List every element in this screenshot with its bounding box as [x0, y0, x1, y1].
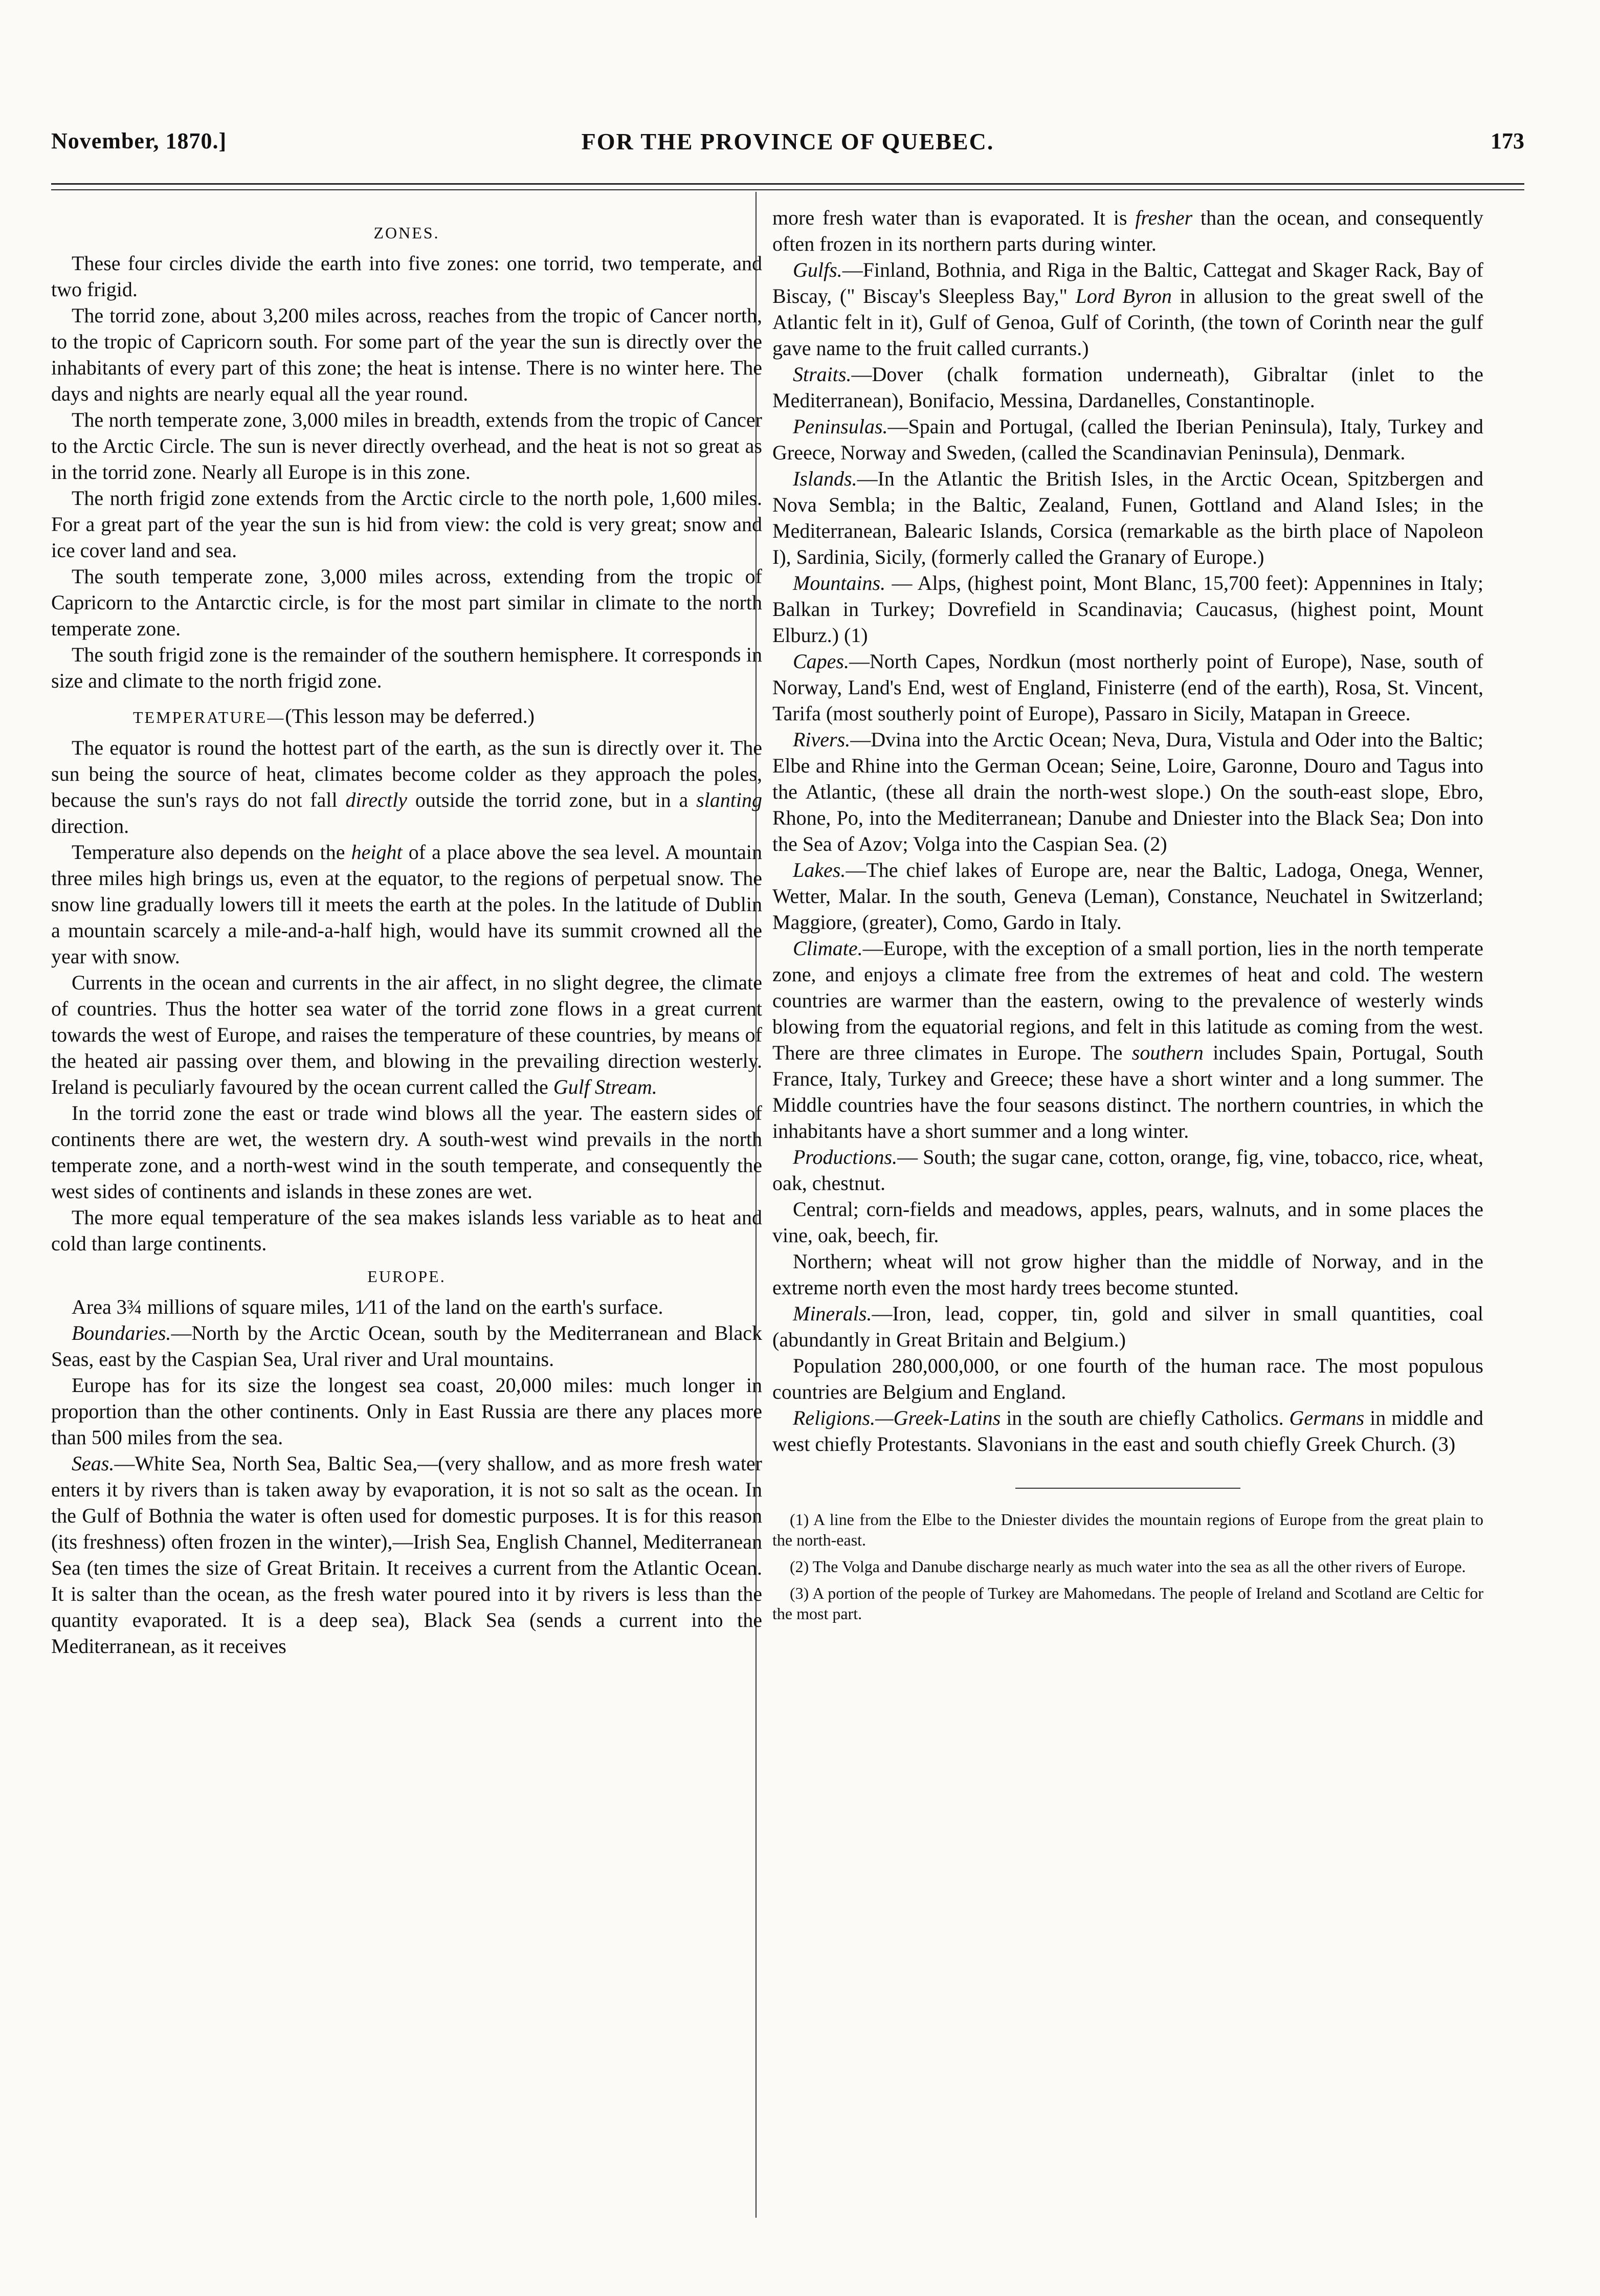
- text-run: than the ocean, and consequently often frozen in its northern parts during winter.: [772, 206, 1483, 255]
- continued-paragraph: [772, 205, 1483, 257]
- section-label: Productions.: [793, 1145, 898, 1168]
- section-label: Minerals.: [793, 1302, 872, 1325]
- temperature-heading-label: TEMPERATURE—: [133, 708, 285, 726]
- section-label: Straits.: [793, 363, 852, 386]
- page-number: 173: [1491, 128, 1524, 153]
- zones-paragraph: The torrid zone, about 3,200 miles across, reaches from the tropic of Cancer north, to the tropic of Capricorn south. For some part of the year the sun is directly over the inhabitants of every part of this zone; the heat is intense. There is no winter here. The days and nights are nearly equal all the year round.: [51, 304, 762, 405]
- europe-area: Area 3¾ millions of square miles, 1⁄11 of the land on the earth's surface.: [72, 1295, 663, 1318]
- text-run: —North by the Arctic Ocean, south by the Mediterranean and Black Seas, east by the Caspian Sea, Ural river and Ural mountains.: [51, 1321, 762, 1371]
- text-run: direction.: [51, 814, 129, 837]
- italic-run: directly: [345, 788, 408, 811]
- text-run: in allusion to the great swell of the Atlantic felt in it), Gulf of Genoa, Gulf of Corinth, (the town of Corinth near the gulf gave name to the fruit called currants.): [772, 284, 1483, 360]
- zones-paragraph: The south frigid zone is the remainder of the southern hemisphere. It corresponds in size and climate to the north frigid zone.: [51, 643, 762, 692]
- footnote: (3) A portion of the people of Turkey are Mahomedans. The people of Ireland and Scotland are Celtic for the most part.: [772, 1584, 1483, 1623]
- temperature-paragraph: [51, 969, 762, 1100]
- temperature-paragraph: In the torrid zone the east or trade wind blows all the year. The eastern sides of continents there are wet, the western dry. A south-west wind prevails in the north temperate zone, and a north-west wind in the south temperate, and consequently the west sides of continents and islands in these zones are wet.: [51, 1101, 762, 1203]
- temperature-paragraph: The more equal temperature of the sea makes islands less variable as to heat and cold than large continents.: [51, 1206, 762, 1255]
- mountains-paragraph: [772, 570, 1483, 648]
- temperature-heading: [51, 703, 762, 731]
- running-header: [51, 128, 1524, 169]
- minerals-paragraph: [772, 1300, 1483, 1353]
- lakes-paragraph: [772, 857, 1483, 935]
- italic-run: slanting: [696, 788, 762, 811]
- italic-run: height: [351, 841, 403, 864]
- northern-paragraph: Northern; wheat will not grow higher than the middle of Norway, and in the extreme north even the most hardy trees become stunted.: [772, 1250, 1483, 1299]
- zones-paragraph: The north temperate zone, 3,000 miles in breadth, extends from the tropic of Cancer to the Arctic Circle. The sun is never directly overhead, and the heat is not so great as in the torrid zone. Nearly all Europe is in this zone.: [51, 408, 762, 483]
- header-rule-bottom: [51, 189, 1524, 190]
- italic-run: southern: [1131, 1041, 1204, 1064]
- temperature-paragraph: [51, 735, 762, 839]
- text-run: of a place above the sea level. A mountain three miles high brings us, even at the equator, to the regions of perpetual snow. The snow line gradually lowers till it meets the earth at the poles. In the latitude of Dublin a mountain scarcely a mile-and-a-half high, would have its summit crowned all the year with snow.: [51, 841, 763, 968]
- header-title: FOR THE PROVINCE OF QUEBEC.: [581, 128, 994, 154]
- section-label: Islands.: [793, 467, 857, 490]
- section-label: Religions.—Greek-Latins: [793, 1406, 1001, 1429]
- text-run: The equator is round the hottest part of the earth, as the sun is directly over it. The sun being the source of heat, climates become colder as they approach the poles, because the sun's rays do not fall: [51, 736, 762, 811]
- capes-paragraph: [772, 648, 1483, 726]
- header-rule-top: [51, 183, 1524, 185]
- text-run: Currents in the ocean and currents in the air affect, in no slight degree, the climate of countries. Thus the hotter sea water of the torrid zone flows in a great current towards the west of Europe, and raises the temperature of these countries, by means of the heated air passing over them, and blowing in the prevailing direction westerly. Ireland is peculiarly favoured by the ocean current called the: [51, 971, 762, 1098]
- productions-paragraph: [772, 1144, 1483, 1196]
- section-label: Climate.: [793, 937, 863, 960]
- islands-paragraph: [772, 466, 1483, 570]
- header-date: November, 1870.]: [51, 128, 227, 153]
- text-run: — Alps, (highest point, Mont Blanc, 15,700 feet): Appennines in Italy; Balkan in Turkey; Dovrefield in Scandinavia; Caucasus, (highest point, Mount Elburz.) (1): [772, 571, 1483, 647]
- text-run: —The chief lakes of Europe are, near the Baltic, Ladoga, Onega, Wenner, Wetter, Malar. In the south, Geneva (Leman), Constance, Neuchatel in Switzerland; Maggiore, (greater), Como, Gardo in Italy.: [772, 858, 1483, 934]
- zones-paragraph: The north frigid zone extends from the Arctic circle to the north pole, 1,600 miles. For a great part of the year the sun is hid from view: the cold is very great; snow and ice cover land and sea.: [51, 487, 762, 562]
- gulfs-paragraph: [772, 257, 1483, 361]
- text-run: —Dover (chalk formation underneath), Gibraltar (inlet to the Mediterranean), Bonifacio, Messina, Dardanelles, Constantinople.: [772, 363, 1483, 412]
- zones-paragraph: The south temperate zone, 3,000 miles across, extending from the tropic of Capricorn to the Antarctic circle, is for the most part similar in climate to the north temperate zone.: [51, 565, 762, 640]
- text-run: —Iron, lead, copper, tin, gold and silver in small quantities, coal (abundantly in Great Britain and Belgium.): [772, 1302, 1483, 1351]
- section-label: Lakes.: [793, 858, 846, 881]
- rivers-paragraph: [772, 726, 1483, 857]
- climate-paragraph: [772, 935, 1483, 1144]
- italic-run: Lord Byron: [1075, 284, 1172, 307]
- section-label: Rivers.: [793, 728, 851, 751]
- text-run: in the south are chiefly Catholics.: [1001, 1406, 1290, 1429]
- straits-paragraph: [772, 361, 1483, 413]
- boundaries-paragraph: [51, 1320, 762, 1372]
- footnote-rule: [1015, 1488, 1240, 1489]
- text-run: —In the Atlantic the British Isles, in the Arctic Ocean, Spitzbergen and Nova Sembla; in the Baltic, Zealand, Funen, Gottland and Aland Isles; in the Mediterranean, Balearic Islands, Corsica (remarkable as the birth place of Napoleon I), Sardinia, Sicily, (formerly called the Granary of Europe.): [772, 467, 1483, 568]
- section-label: Gulfs.: [793, 258, 842, 281]
- section-label: Peninsulas.: [793, 415, 888, 438]
- italic-run: Gulf Stream.: [553, 1075, 657, 1098]
- central-paragraph: Central; corn-fields and meadows, apples, pears, walnuts, and in some places the vine, oak, beech, fir.: [772, 1198, 1483, 1247]
- text-run: —White Sea, North Sea, Baltic Sea,—(very shallow, and as more fresh water enters it by rivers than is taken away by evaporation, it is not so salt as the ocean. In the Gulf of Bothnia the water is often used for domestic purposes. It is for this reason (its freshness) often frozen in the winter),—Irish Sea, English Channel, Mediterranean Sea (ten times the size of Great Britain. It receives a current from the Atlantic Ocean. It is salter than the ocean, as the fresh water poured into it by rivers is less than the quantity evaporated. It is a deep sea), Black Sea (sends a current into the Mediterranean, as it receives: [51, 1452, 762, 1658]
- coast-paragraph: Europe has for its size the longest sea coast, 20,000 miles: much longer in proportion than the other continents. Only in East Russia are there any places more than 500 miles from the sea.: [51, 1374, 762, 1449]
- text-run: —Dvina into the Arctic Ocean; Neva, Dura, Vistula and Oder into the Baltic; Elbe and Rhine into the German Ocean; Seine, Loire, Garonne, Douro and Tagus into the Atlantic, (these all drain the north-west slope.) On the south-east slope, Ebro, Rhone, Po, into the Mediterranean; Danube and Dniester into the Black Sea; Don into the Sea of Azov; Volga into the Caspian Sea. (2): [772, 728, 1483, 855]
- section-label: Seas.: [72, 1452, 115, 1475]
- footnote: (1) A line from the Elbe to the Dniester divides the mountain regions of Europe from the great plain to the north-east.: [772, 1510, 1483, 1549]
- temperature-note: (This lesson may be deferred.): [285, 704, 535, 727]
- section-label: Capes.: [793, 650, 849, 673]
- text-run: outside the torrid zone, but in a: [407, 788, 697, 811]
- section-label: Mountains.: [793, 571, 886, 594]
- right-column: [772, 205, 1483, 1630]
- zones-paragraph: These four circles divide the earth into five zones: one torrid, two temperate, and two frigid.: [51, 252, 762, 301]
- europe-heading: EUROPE.: [367, 1267, 446, 1286]
- seas-paragraph: [51, 1450, 762, 1659]
- text-run: —Spain and Portugal, (called the Iberian Peninsula), Italy, Turkey and Greece, Norway and Sweden, (called the Scandinavian Peninsula), Denmark.: [772, 415, 1483, 464]
- text-run: more fresh water than is evaporated. It is: [772, 206, 1136, 229]
- religions-paragraph: [772, 1405, 1483, 1457]
- text-run: Temperature also depends on the: [72, 841, 351, 864]
- text-run: —Finland, Bothnia, and Riga in the Baltic, Cattegat and Skager Rack, Bay of Biscay, (" Biscay's Sleepless Bay,": [772, 258, 1483, 307]
- italic-run: Germans: [1289, 1406, 1365, 1429]
- text-run: —Europe, with the exception of a small portion, lies in the north temperate zone, and enjoys a climate free from the extremes of heat and cold. The western countries are warmer than the eastern, owing to the prevalence of westerly winds blowing from the equatorial regions, and felt in this latitude as coming from the west. There are three climates in Europe. The: [772, 937, 1483, 1064]
- text-run: — South; the sugar cane, cotton, orange, fig, vine, tobacco, rice, wheat, oak, chestnut.: [772, 1145, 1483, 1195]
- left-column: [51, 205, 762, 1659]
- italic-run: fresher: [1135, 206, 1193, 229]
- section-label: Boundaries.: [72, 1321, 171, 1344]
- footnote: (2) The Volga and Danube discharge nearly as much water into the sea as all the other rivers of Europe.: [790, 1557, 1466, 1576]
- peninsulas-paragraph: [772, 413, 1483, 466]
- text-run: includes Spain, Portugal, South France, Italy, Turkey and Greece; these have a short winter and a long summer. The Middle countries have the four seasons distinct. The northern countries, in which the inhabitants have a short summer and a long winter.: [772, 1041, 1483, 1142]
- population-paragraph: Population 280,000,000, or one fourth of the human race. The most populous countries are Belgium and England.: [772, 1354, 1483, 1403]
- temperature-paragraph: [51, 839, 762, 969]
- zones-heading: ZONES.: [373, 224, 440, 242]
- text-run: —North Capes, Nordkun (most northerly point of Europe), Nase, south of Norway, Land's End, west of England, Finisterre (end of the earth), Rosa, St. Vincent, Tarifa (most southerly point of Europe), Passaro in Sicily, Matapan in Greece.: [772, 650, 1483, 725]
- text-run: in middle and west chiefly Protestants. Slavonians in the east and south chiefly Greek Church. (3): [772, 1406, 1483, 1455]
